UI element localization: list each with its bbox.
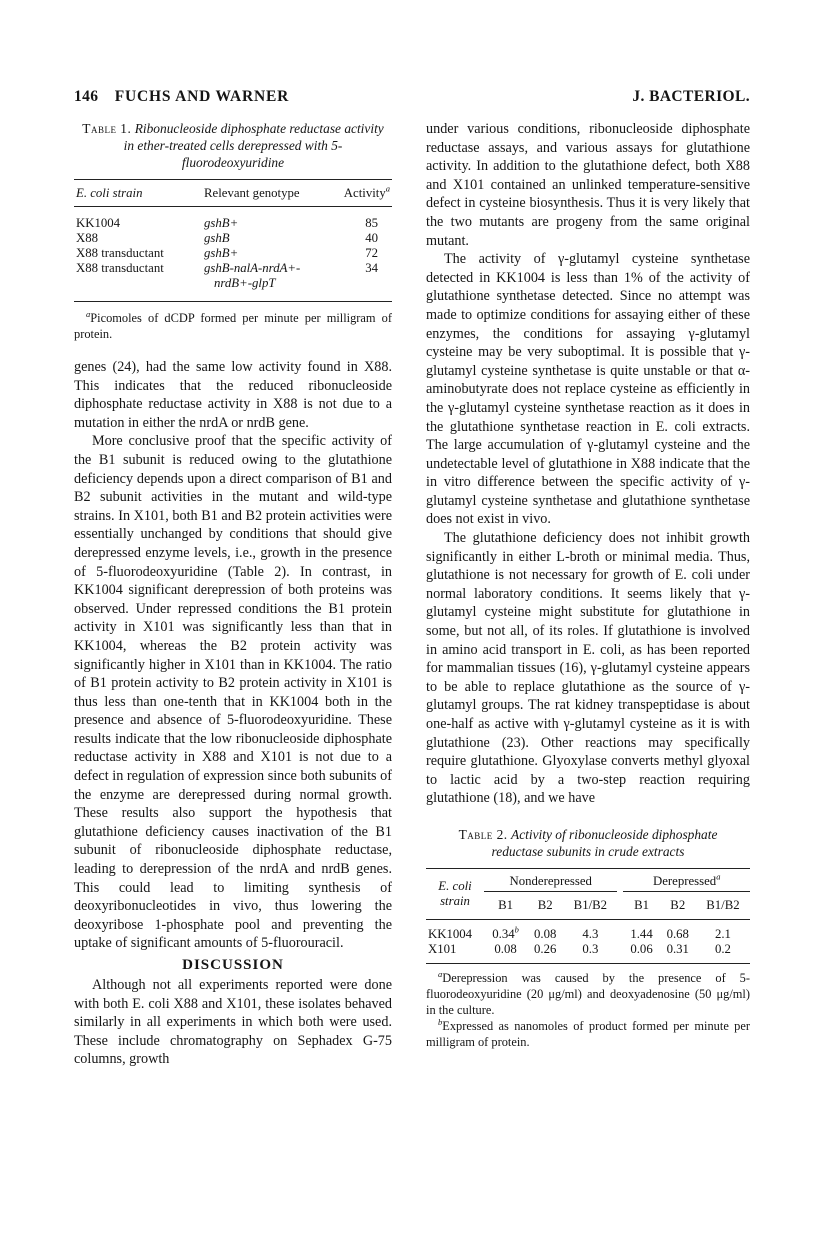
table1-row <box>74 261 392 302</box>
table1-header-activity: Activity$^a$ <box>343 183 390 200</box>
table1-header-genotype: Relevant genotype <box>204 185 300 200</box>
table2-header-derepressed: Derepressed$^a$ <box>623 868 750 891</box>
table2-cell: 0.68 <box>666 926 689 941</box>
right-paragraph-3: The glutathione deficiency does not inhibit growth significantly in either L-broth or minimal media. Thus, glutathione is not necessary for growth of E. coli under normal laboratory conditions. It seems likely that γ-glutamyl cysteine might substitute for glutathione in some, but not all, of its roles. If glutathione is involved in amino acid transport in E. coli, as has been reported for mammalian tissues (16), γ-glutamyl cysteine appears to be able to replace glutathione as the source of γ-glutamyl groups. The rat kidney transpeptidase is about one-half as active with γ-glutamyl cysteine as it is with glutathione (23). Other reactions may specifically require glutathione. Glyoxylase converts methyl glyoxal to lactic acid by a two-step reaction requiring glutathione (18), and we have <box>426 530 750 807</box>
left-paragraph-3: Although not all experiments reported were done with both E. coli X88 and X101, these isolates behaved similarly in all experiments in which both were used. These include chromatography on Sephadex G-75 columns, growth <box>74 977 392 1068</box>
table2-subheader-b1: B1 <box>498 897 514 912</box>
table1-caption <box>80 120 386 171</box>
table2-cell: 0.08 <box>494 941 517 956</box>
table2 <box>426 868 750 964</box>
table2-row <box>426 942 750 964</box>
table1-cell-genotype: gshB+ <box>204 246 239 260</box>
table1-cell-strain: KK1004 <box>76 216 121 230</box>
running-head <box>74 88 750 106</box>
table2-header-strain: E. coli strain <box>426 868 484 919</box>
table1-cell-strain: X88 transductant <box>76 246 164 260</box>
table2-cell: 0.34$^b$ <box>492 924 519 941</box>
table1-row <box>74 231 392 246</box>
table2-cell: 0.31 <box>666 941 689 956</box>
table2-cell-strain: KK1004 <box>428 926 473 941</box>
table2-cell: 0.2 <box>714 941 731 956</box>
table1-cell-strain: X88 <box>76 231 99 245</box>
table1 <box>74 179 392 302</box>
table1-footnote: $^a$Picomoles of dCDP formed per minute per milligram of protein. <box>74 308 392 341</box>
table2-cell: 0.26 <box>534 941 557 956</box>
table1-header-row <box>74 180 392 207</box>
table1-cell-genotype: gshB+ <box>204 216 239 230</box>
right-paragraph-1: under various conditions, ribonucleoside diphosphate reductase assays, and various assays for glutathione activity. In addition to the glutathione defect, both X88 and X101 contained an unlinked temperature-sensitive defect in cysteine biosynthesis. Thus it is very likely that the two mutants are progeny from the same original mutant. <box>426 121 750 249</box>
table2-cell: 0.3 <box>582 941 599 956</box>
table1-cell-activity: 34 <box>365 261 378 275</box>
table1-cell-strain: X88 transductant <box>76 261 164 275</box>
table2-subheader-b1: B1 <box>634 897 649 912</box>
table2-footnote-b: $^b$Expressed as nanomoles of product formed per minute per milligram of protein. <box>426 1016 750 1049</box>
table1-cell-genotype: gshB-nalA-nrdA+- nrdB+-glpT <box>204 261 301 290</box>
table2-cell: 1.44 <box>630 926 653 941</box>
table1-row <box>74 207 392 232</box>
right-column <box>426 120 750 1050</box>
table2-subheader-b2: B2 <box>670 897 686 912</box>
table2-cell-strain: X101 <box>428 941 457 956</box>
table1-row <box>74 246 392 261</box>
left-column <box>74 120 392 1069</box>
table1-label: Table 1. <box>82 121 132 136</box>
table2-subheader-ratio: B1/B2 <box>706 897 740 912</box>
table1-header-strain: E. coli strain <box>76 185 143 200</box>
running-head-journal: J. BACTERIOL. <box>632 88 750 105</box>
table2-caption <box>432 826 744 860</box>
left-paragraph-1: genes (24), had the same low activity found in X88. This indicates that the reduced ribonucleoside diphosphate reductase activity in X88 is not due to a mutation in either the nrdA or nrdB gene. <box>74 359 392 431</box>
table2-cell: 0.08 <box>534 926 557 941</box>
table2-label: Table 2. <box>458 826 508 842</box>
page-number: 146 <box>74 88 99 105</box>
table2-group-header-row <box>426 868 750 891</box>
table2-subheader-b2: B2 <box>537 897 553 912</box>
table2-cell: 2.1 <box>714 926 731 941</box>
table2-footnote-a: $^a$Derepression was caused by the presence of 5-fluorodeoxyuridine (20 μg/ml) and deoxyadenosine (50 μg/ml) in the culture. <box>426 968 750 1017</box>
table2-cell: 0.06 <box>630 941 653 956</box>
table1-cell-genotype: gshB <box>204 231 230 245</box>
right-paragraph-2: The activity of γ-glutamyl cysteine synthetase detected in KK1004 is less than 1% of the activity of glutathione synthetase detected. Since no attempt was made to optimize conditions for assaying either of these enzymes, the conditions for assaying γ-glutamyl cysteine may be very suboptimal. It is possible that γ-glutamyl cysteine synthetase is quite unstable or that α-aminobutyrate does not replace cysteine as efficiently in the γ-glutamyl cysteine synthetase reaction as it does in the glutathione synthetase reaction in E. coli extracts. The large accumulation of γ-glutamyl cysteine and the undetectable level of glutathione in X88 indicate that the in vitro difference between the specific activity of γ-glutamyl cysteine synthetase and glutathione synthetase does not exist in vivo. <box>426 251 750 528</box>
table1-title: Ribonucleoside diphosphate reductase activity in ether-treated cells derepressed with 5-fluorodeoxyuridine <box>123 121 384 170</box>
table1-cell-activity: 72 <box>365 246 378 260</box>
table2-row <box>426 919 750 942</box>
table2-cell: 4.3 <box>582 926 599 941</box>
table2-title: Activity of ribonucleoside diphosphate reductase subunits in crude extracts <box>491 826 718 859</box>
discussion-heading: DISCUSSION <box>182 957 284 973</box>
table2-subheader-ratio: B1/B2 <box>573 897 608 912</box>
running-head-authors: FUCHS AND WARNER <box>114 88 290 105</box>
table2-header-nonderepressed: Nonderepressed <box>484 868 617 891</box>
left-paragraph-2: More conclusive proof that the specific activity of the B1 subunit is reduced owing to the glutathione deficiency depends upon a direct comparison of B1 and B2 subunit activities in the mutant and wild-type strains. In X101, both B1 and B2 protein activities were essentially unchanged by conditions that should give derepressed enzyme levels, i.e., growth in the presence of 5-fluorodeoxyuridine (Table 2). In contrast, in KK1004 significant derepression of both proteins was observed. Under repressed conditions the B1 protein activity in X101 was significantly less than that in KK1004, whereas the B2 protein activity was significantly higher in X101 than in KK1004. The ratio of B1 protein activity to B2 protein activity in X101 is thus less than one-tenth that in KK1004 both in the presence and absence of 5-fluorodeoxyuridine. These results indicate that the low ribonucleoside diphosphate reductase activity in X88 and X101 is not due to a defect in regulation of expression since both subunits of the enzyme are derepressed during normal growth. These results also support the hypothesis that glutathione deficiency causes inactivation of the B1 subunit of ribonucleoside diphosphate reductase, leading to derepression of the nrdA and nrdB genes. This could lead to limiting synthesis of deoxyribonucleotides in vivo, thus lowering the deoxyribose 1-phosphate pool and preventing the uptake of significant amounts of 5-fluorouracil. <box>74 433 392 952</box>
table1-cell-activity: 40 <box>365 231 378 245</box>
table1-cell-activity: 85 <box>365 216 378 230</box>
